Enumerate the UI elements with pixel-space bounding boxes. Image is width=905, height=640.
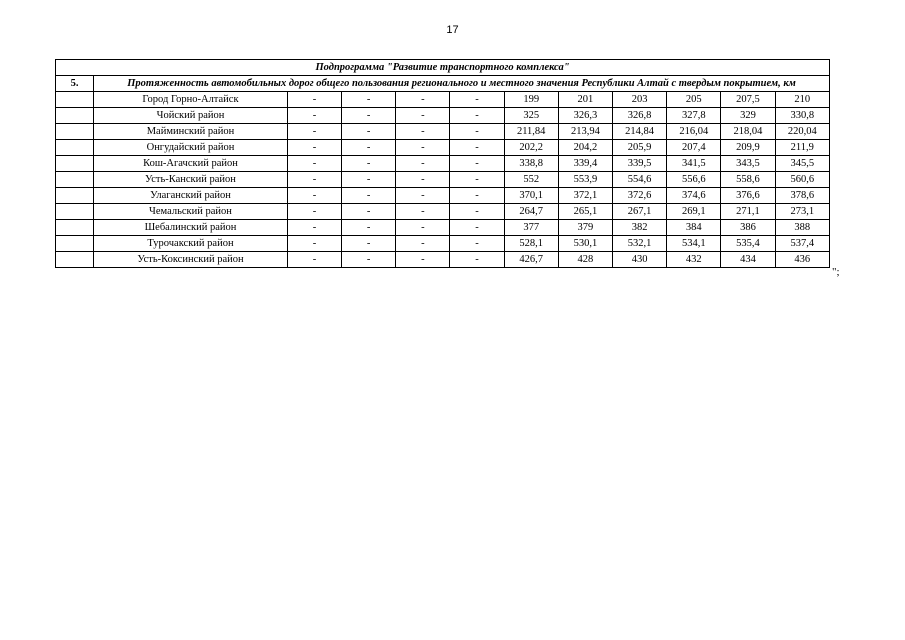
value-cell: 326,3 — [558, 108, 612, 124]
value-cell: - — [287, 156, 341, 172]
value-cell: - — [342, 124, 396, 140]
value-cell: 432 — [667, 252, 721, 268]
district-name-cell: Кош-Агачский район — [94, 156, 288, 172]
value-cell: 201 — [558, 92, 612, 108]
value-cell: 343,5 — [721, 156, 775, 172]
value-cell: 218,04 — [721, 124, 775, 140]
value-cell: - — [396, 236, 450, 252]
section-number: 5. — [56, 76, 94, 92]
value-cell: 326,8 — [612, 108, 666, 124]
row-number-cell — [56, 188, 94, 204]
table-row — [56, 156, 830, 172]
value-cell: - — [450, 172, 504, 188]
value-cell: 372,6 — [612, 188, 666, 204]
row-number-cell — [56, 204, 94, 220]
value-cell: - — [396, 140, 450, 156]
value-cell: - — [396, 92, 450, 108]
table-row — [56, 236, 830, 252]
district-name-cell: Чемальский район — [94, 204, 288, 220]
district-name-cell: Город Горно-Алтайск — [94, 92, 288, 108]
row-number-cell — [56, 140, 94, 156]
value-cell: 264,7 — [504, 204, 558, 220]
value-cell: 271,1 — [721, 204, 775, 220]
value-cell: 341,5 — [667, 156, 721, 172]
row-number-cell — [56, 220, 94, 236]
value-cell: - — [396, 204, 450, 220]
value-cell: - — [450, 220, 504, 236]
row-number-cell — [56, 124, 94, 140]
value-cell: - — [450, 108, 504, 124]
value-cell: 528,1 — [504, 236, 558, 252]
subprogram-header-row — [56, 60, 830, 76]
value-cell: 552 — [504, 172, 558, 188]
value-cell: 339,4 — [558, 156, 612, 172]
row-number-cell — [56, 92, 94, 108]
value-cell: 269,1 — [667, 204, 721, 220]
value-cell: - — [450, 124, 504, 140]
value-cell: 384 — [667, 220, 721, 236]
district-name-cell: Усть-Коксинский район — [94, 252, 288, 268]
table-row — [56, 108, 830, 124]
road-length-table — [55, 59, 830, 268]
value-cell: - — [287, 236, 341, 252]
value-cell: 428 — [558, 252, 612, 268]
value-cell: 376,6 — [721, 188, 775, 204]
value-cell: 558,6 — [721, 172, 775, 188]
indicator-title: Протяженность автомобильных дорог общего пользования регионального и местного значения Республики Алтай с твердым покрытием, км — [94, 76, 830, 92]
district-name-cell: Чойский район — [94, 108, 288, 124]
value-cell: 372,1 — [558, 188, 612, 204]
value-cell: - — [342, 140, 396, 156]
value-cell: - — [450, 188, 504, 204]
value-cell: 207,4 — [667, 140, 721, 156]
value-cell: 553,9 — [558, 172, 612, 188]
value-cell: 382 — [612, 220, 666, 236]
value-cell: 211,84 — [504, 124, 558, 140]
row-number-cell — [56, 236, 94, 252]
value-cell: 216,04 — [667, 124, 721, 140]
value-cell: - — [342, 252, 396, 268]
value-cell: - — [287, 172, 341, 188]
value-cell: 273,1 — [775, 204, 829, 220]
value-cell: - — [342, 204, 396, 220]
value-cell: - — [342, 172, 396, 188]
value-cell: 325 — [504, 108, 558, 124]
value-cell: - — [287, 92, 341, 108]
value-cell: 199 — [504, 92, 558, 108]
value-cell: - — [287, 108, 341, 124]
value-cell: - — [450, 92, 504, 108]
district-name-cell: Турочакский район — [94, 236, 288, 252]
district-name-cell: Шебалинский район — [94, 220, 288, 236]
value-cell: - — [287, 252, 341, 268]
value-cell: - — [396, 172, 450, 188]
value-cell: 532,1 — [612, 236, 666, 252]
value-cell: - — [287, 124, 341, 140]
value-cell: - — [450, 204, 504, 220]
value-cell: - — [287, 140, 341, 156]
value-cell: - — [396, 252, 450, 268]
value-cell: 530,1 — [558, 236, 612, 252]
value-cell: 426,7 — [504, 252, 558, 268]
row-number-cell — [56, 252, 94, 268]
value-cell: 267,1 — [612, 204, 666, 220]
value-cell: 377 — [504, 220, 558, 236]
value-cell: - — [396, 156, 450, 172]
value-cell: 554,6 — [612, 172, 666, 188]
value-cell: 556,6 — [667, 172, 721, 188]
value-cell: 374,6 — [667, 188, 721, 204]
value-cell: - — [450, 156, 504, 172]
closing-quote-mark: "; — [832, 266, 840, 278]
value-cell: - — [396, 124, 450, 140]
row-number-cell — [56, 156, 94, 172]
value-cell: - — [287, 220, 341, 236]
value-cell: 430 — [612, 252, 666, 268]
value-cell: - — [342, 220, 396, 236]
page-number: 17 — [446, 24, 459, 36]
district-name-cell: Усть-Канский район — [94, 172, 288, 188]
value-cell: 204,2 — [558, 140, 612, 156]
value-cell: - — [342, 188, 396, 204]
value-cell: 207,5 — [721, 92, 775, 108]
table-row — [56, 188, 830, 204]
value-cell: 386 — [721, 220, 775, 236]
value-cell: 203 — [612, 92, 666, 108]
value-cell: 534,1 — [667, 236, 721, 252]
value-cell: 214,84 — [612, 124, 666, 140]
value-cell: - — [396, 188, 450, 204]
value-cell: 378,6 — [775, 188, 829, 204]
value-cell: 436 — [775, 252, 829, 268]
table-row — [56, 92, 830, 108]
district-name-cell: Майминский район — [94, 124, 288, 140]
value-cell: 327,8 — [667, 108, 721, 124]
value-cell: 560,6 — [775, 172, 829, 188]
value-cell: 388 — [775, 220, 829, 236]
subprogram-title: Подпрограмма "Развитие транспортного комплекса" — [56, 60, 830, 76]
row-number-cell — [56, 108, 94, 124]
value-cell: - — [342, 156, 396, 172]
value-cell: 265,1 — [558, 204, 612, 220]
value-cell: 205,9 — [612, 140, 666, 156]
table-row — [56, 204, 830, 220]
value-cell: 209,9 — [721, 140, 775, 156]
value-cell: 535,4 — [721, 236, 775, 252]
value-cell: - — [287, 188, 341, 204]
value-cell: 210 — [775, 92, 829, 108]
value-cell: 213,94 — [558, 124, 612, 140]
value-cell: 339,5 — [612, 156, 666, 172]
value-cell: 329 — [721, 108, 775, 124]
value-cell: - — [342, 236, 396, 252]
value-cell: 338,8 — [504, 156, 558, 172]
value-cell: - — [450, 252, 504, 268]
value-cell: 537,4 — [775, 236, 829, 252]
value-cell: - — [450, 140, 504, 156]
value-cell: - — [396, 108, 450, 124]
value-cell: 345,5 — [775, 156, 829, 172]
table-row — [56, 140, 830, 156]
table-row — [56, 252, 830, 268]
value-cell: 211,9 — [775, 140, 829, 156]
value-cell: 202,2 — [504, 140, 558, 156]
row-number-cell — [56, 172, 94, 188]
indicator-header-row — [56, 76, 830, 92]
value-cell: 370,1 — [504, 188, 558, 204]
table-row — [56, 172, 830, 188]
district-name-cell: Онгудайский район — [94, 140, 288, 156]
value-cell: - — [396, 220, 450, 236]
value-cell: - — [342, 108, 396, 124]
value-cell: - — [287, 204, 341, 220]
value-cell: - — [342, 92, 396, 108]
value-cell: 220,04 — [775, 124, 829, 140]
value-cell: 330,8 — [775, 108, 829, 124]
district-name-cell: Улаганский район — [94, 188, 288, 204]
value-cell: 205 — [667, 92, 721, 108]
value-cell: 434 — [721, 252, 775, 268]
value-cell: 379 — [558, 220, 612, 236]
value-cell: - — [450, 236, 504, 252]
table-row — [56, 124, 830, 140]
table-row — [56, 220, 830, 236]
